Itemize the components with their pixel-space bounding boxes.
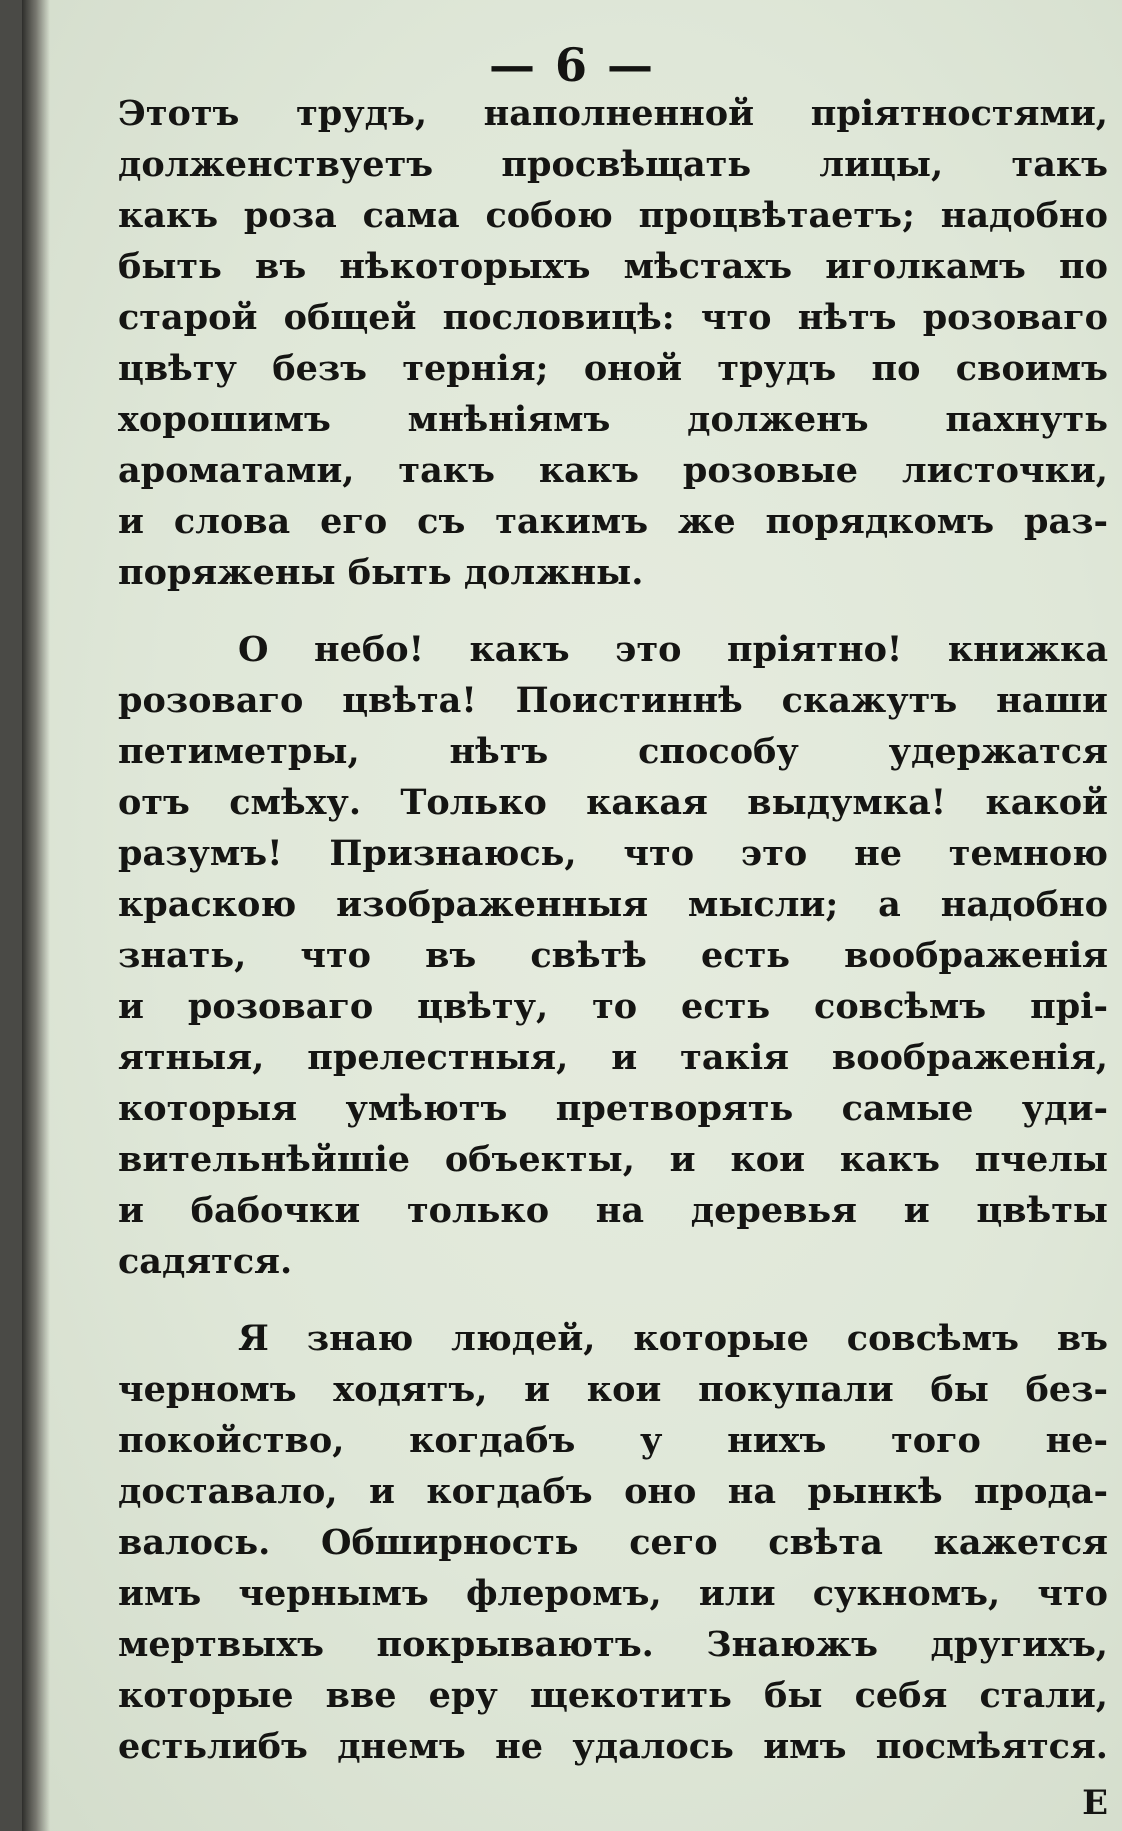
text-line: цвѣту безъ тернія; оной трудъ по своимъ bbox=[118, 348, 1108, 389]
text-line: ароматами, такъ какъ розовые листочки, bbox=[118, 450, 1108, 491]
page-number: — 6 — bbox=[488, 38, 656, 92]
text-line: имъ чернымъ флеромъ, или сукномъ, что bbox=[118, 1573, 1108, 1614]
text-line: черномъ ходятъ, и кои покупали бы без- bbox=[118, 1369, 1108, 1410]
text-line: и слова его съ такимъ же порядкомъ раз- bbox=[118, 501, 1108, 542]
paragraph-1 bbox=[118, 88, 1108, 598]
text-line: валось. Обширность сего свѣта кажется bbox=[118, 1522, 1108, 1563]
text-line: розоваго цвѣта! Поистиннѣ скажутъ наши bbox=[118, 680, 1108, 721]
text-line: отъ смѣху. Только какая выдумка! какой bbox=[118, 782, 1108, 823]
text-line: и розоваго цвѣту, то есть совсѣмъ прі- bbox=[118, 986, 1108, 1027]
text-line: вительнѣйшіе объекты, и кои какъ пчелы bbox=[118, 1139, 1108, 1180]
book-page bbox=[22, 0, 1122, 1831]
text-line: доставало, и когдабъ оно на рынкѣ прода- bbox=[118, 1471, 1108, 1512]
text-line: естьлибъ днемъ не удалось имъ посмѣятся. bbox=[118, 1726, 1108, 1767]
text-line: поряжены быть должны. bbox=[118, 552, 644, 593]
text-line: О небо! какъ это пріятно! книжка bbox=[238, 629, 1108, 670]
text-line: ятныя, прелестныя, и такія воображенія, bbox=[118, 1037, 1108, 1078]
text-line: быть въ нѣкоторыхъ мѣстахъ иголкамъ по bbox=[118, 246, 1108, 287]
text-line: какъ роза сама собою процвѣтаетъ; надобно bbox=[118, 195, 1108, 236]
text-line: и бабочки только на деревья и цвѣты bbox=[118, 1190, 1108, 1231]
body-text bbox=[118, 88, 1108, 1772]
page-gutter-shadow bbox=[22, 0, 50, 1831]
text-line: долженствуетъ просвѣщать лицы, такъ bbox=[118, 144, 1108, 185]
text-line: Этотъ трудъ, наполненной пріятностями, bbox=[118, 93, 1108, 134]
text-line: краскою изображенныя мысли; а надобно bbox=[118, 884, 1108, 925]
text-line: хорошимъ мнѣніямъ долженъ пахнуть bbox=[118, 399, 1108, 440]
text-line: покойство, когдабъ у нихъ того не- bbox=[118, 1420, 1108, 1461]
text-line: которыя умѣютъ претворять самые уди- bbox=[118, 1088, 1108, 1129]
paragraph-gap bbox=[118, 598, 1108, 624]
text-line: старой общей пословицѣ: что нѣтъ розоваго bbox=[118, 297, 1108, 338]
paragraph-3 bbox=[118, 1313, 1108, 1772]
catchword: Е bbox=[1082, 1783, 1108, 1823]
text-line: садятся. bbox=[118, 1241, 293, 1282]
text-line: мертвыхъ покрываютъ. Знаюжъ другихъ, bbox=[118, 1624, 1108, 1665]
paragraph-gap bbox=[118, 1287, 1108, 1313]
text-line: которые вве еру щекотить бы себя стали, bbox=[118, 1675, 1108, 1716]
paragraph-2 bbox=[118, 624, 1108, 1287]
text-line: знать, что въ свѣтѣ есть воображенія bbox=[118, 935, 1108, 976]
text-line: Я знаю людей, которые совсѣмъ въ bbox=[238, 1318, 1108, 1359]
text-line: петиметры, нѣтъ способу удержатся bbox=[118, 731, 1108, 772]
text-line: разумъ! Признаюсь, что это не темною bbox=[118, 833, 1108, 874]
